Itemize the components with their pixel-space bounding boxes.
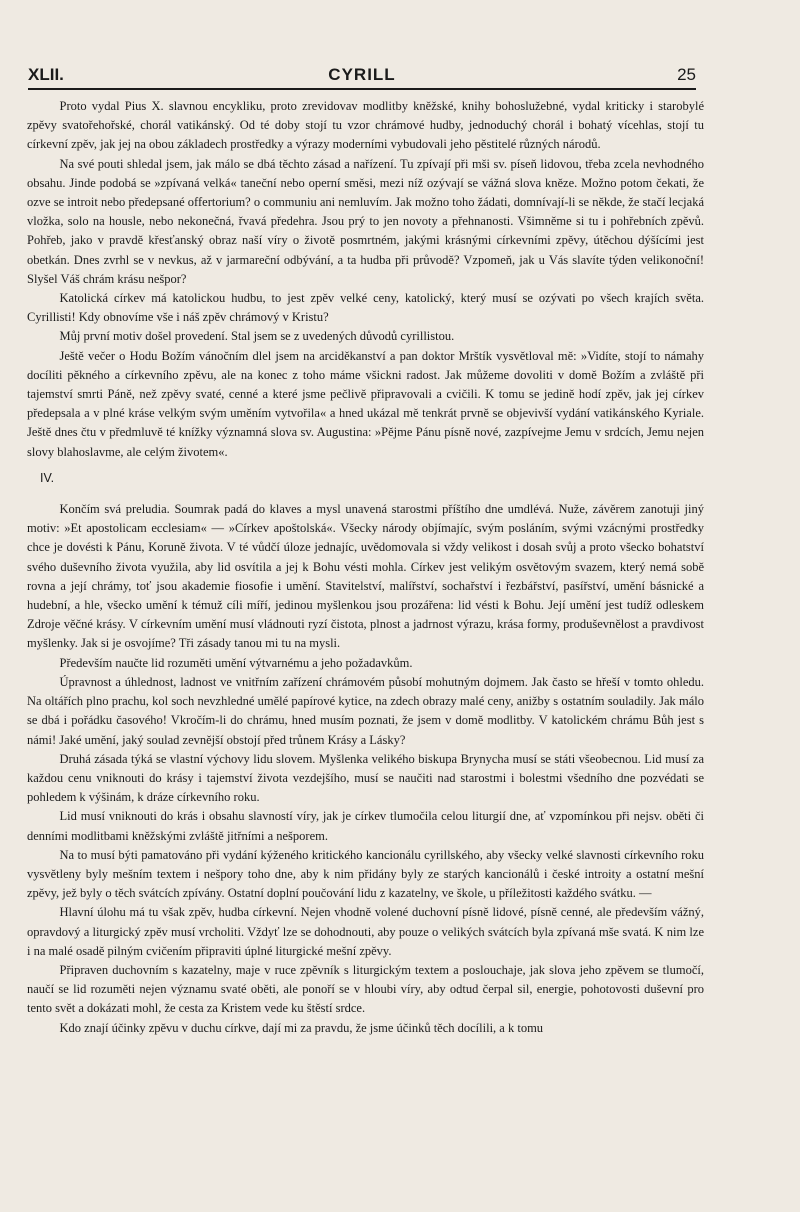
paragraph: Úpravnost a úhlednost, ladnost ve vnitřním zařízení chrámovém působí mohutným dojmem. Jak často se hřeší v tomto ohledu. Na oltářích plno prachu, kol soch nevzhledné umělé papírové kytice, na zdech obrazy malé ceny, anižby s ostatním souladily. Jak málo se dbá i pořádku časového! Vkročím-li do chrámu, hned musím poznati, že jsem v domě modlitby. V katolickém chrámu Bůh jest s námi! Jaké umění, jaký soulad zevnější obstojí před trůnem Krásy a Lásky? bbox=[27, 674, 704, 747]
paragraph: Připraven duchovním s kazatelny, maje v ruce zpěvník s liturgickým textem a poslouchaje, jak slova jeho zpěvem se tlumočí, naučí se lid rozuměti nejen významu svaté oběti, ale ponoří se v hloubi víry, aby odtud čerpal sil, energie, pohotovosti duševní pro tento svět a dokázati mohl, že cesta za Kristem vede ku štěstí srdce. bbox=[27, 962, 704, 1016]
paragraph: Kdo znají účinky zpěvu v duchu církve, dají mi za pravdu, že jsme účinků těch docílili, a k tomu bbox=[59, 1020, 544, 1035]
paragraph: Můj první motiv došel provedení. Stal jsem se z uvedených důvodů cyrillistou. bbox=[59, 329, 455, 344]
journal-title: CYRILL bbox=[328, 65, 396, 84]
page-number: 25 bbox=[677, 65, 696, 84]
article-body bbox=[27, 97, 704, 1038]
paragraph: Na to musí býti pamatováno při vydání kýženého kritického kancionálu cyrillského, aby všecky velké slavnosti církevního roku vysvětleny byly mešním textem i nešpory toho dne, aby k nim přidány byly ze starých kancionálů i české introity a ostatní mešní zpěvy, jež byly o těch svátcích zpívány. Ostatní doplní poučování lidu z kazatelny, ve škole, u příležitosti každého svátku. — bbox=[27, 847, 704, 901]
paragraph: Na své pouti shledal jsem, jak málo se dbá těchto zásad a nařízení. Tu zpívají při mši sv. píseň lidovou, třeba zcela nevhodného obsahu. Jinde podobá se »zpívaná velká« taneční nebo operní směsi, mezi níž ozývají se vážná slova kněze. Možno potom čekati, že ozve se introit nebo předepsané offertorium? o communiu ani nemluvím. Jak možno toho žádati, domnívají-li se někde, že stačí lecjaká vložka, solo na housle, nebo nekonečná, řvavá předehra. Jsou prý to jen novoty a přehnanosti. Všimněme si tu i pohřebních zpěvů. Pohřeb, jako v pravdě křesťanský obraz naší víry o životě posmrtném, jakými krásnými církevními zpěvy, útěchou dýšícími jest obetkán. Dnes zvrhl se v nevkus, až v jarmareční odbývání, a ta hudba při průvodě? Vzpomeň, jak u Vás slavíte týden velikonoční! Slyšel Váš chrám krásu nešpor? bbox=[27, 156, 704, 286]
section-heading: IV. bbox=[40, 470, 55, 485]
paragraph: Druhá zásada týká se vlastní výchovy lidu slovem. Myšlenka velikého biskupa Brynycha musí se státi všeobecnou. Lid musí za každou cenu vniknouti do krásy i tajemství života vezdejšího, musí se naučiti nad starostmi i bolestmi všedního dne pozvédati se pohledem k výšinám, k dráze církevního roku. bbox=[27, 751, 704, 805]
running-header bbox=[28, 62, 696, 90]
paragraph: Ještě večer o Hodu Božím vánočním dlel jsem na arciděkanství a pan doktor Mrštík vysvětloval mě: »Vidíte, stojí to námahy docíliti pěkného a církevního zpěvu, ale na konec z toho máme všickni radost. Jak můžeme dovoliti v domě Božím a zvláště při tajemství smrti Páně, než zpěvy svaté, cenné a které jsme pečlivě připravovali a cvičili. K tomu se jedině hodí zpěv, jak jej církev předepsala a v plné kráse velkým svým uměním vytvořila« a hned ukázal mě tenkrát prvně se objevivší vydání vatikánského Kyriale. Ještě dnes čtu v předmluvě té knížky významná slova sv. Augustina: »Pějme Pánu písně nové, zazpívejme Jemu v srdcích, Jemu nejen slovy blahoslavme, ale celým životem«. bbox=[27, 348, 704, 459]
paragraph: Proto vydal Pius X. slavnou encykliku, proto zrevidovav modlitby kněžské, knihy bohoslužebné, vydal kriticky i starobylé zpěvy svatořehořské, chorál vatikánský. Od té doby stojí tu vzor chrámové hudby, jednoduchý chorál i bohatý vícehlas, stojí tu církevní zpěv, jak jej na obou základech prostředky a výrazy moderními vybudovali jeho pěstitelé různých národů. bbox=[27, 99, 704, 152]
paragraph: Katolická církev má katolickou hudbu, to jest zpěv velké ceny, katolický, který musí se ozývati po všech krajích světa. Cyrillisti! Kdy obnovíme vše i náš zpěv chrámový v Kristu? bbox=[27, 291, 704, 325]
paragraph: Končím svá preludia. Soumrak padá do klaves a mysl unavená starostmi příštího dne umdlévá. Nuže, závěrem zanotuji jiný motiv: »Et apostolicam ecclesiam« — »Církev apoštolská«. Všecky národy objímajíc, svým posláním, svými vzácnými prostředky chce je dovésti k Pánu, Koruně života. V té vůdčí úloze jednajíc, uvědomovala si vždy velikost i dosah svůj a proto všecko bohatství svého duševního života využila, aby lid osvítila a jej k Bohu vésti mohla. Církev jest velikým osvětovým svazem, který nemá sobě rovna a její chrámy, toť jsou akademie fiosofie i umění. Stavitelství, malířství, sochařství i řezbářství, pasířství, umění básnické a hudební, a hle, všecko umění k témuž cíli míří, jedinou myšlenkou jsou prozářena: lid vésti k Bohu. Její umění jest tudíž odleskem Zdroje věčné krásy. V církevním umění musí vládnouti ryzí čistota, plnost a jadrnost výrazu, krása formy, produševnělost a pravdivost myšlenky. Jak si je osvojíme? Tři zásady tanou mi tu na mysli. bbox=[27, 502, 704, 651]
volume-number: XLII. bbox=[28, 65, 64, 84]
paragraph: Především naučte lid rozuměti umění výtvarnému a jeho požadavkům. bbox=[59, 655, 413, 670]
paragraph: Hlavní úlohu má tu však zpěv, hudba církevní. Nejen vhodně volené duchovní písně lidové, písně cenné, ale především vážný, opravdový a liturgický zpěv musí vrcholiti. Vždyť lze se dohodnouti, aby pouze o velikých svátcích byla zpívaná mše svatá. K nim lze i na malé osadě pilným cvičením připraviti úplné liturgické mešní zpěvy. bbox=[27, 905, 704, 958]
paragraph: Lid musí vniknouti do krás i obsahu slavností víry, jak je církev tlumočila celou liturgií dne, ať vzpomínkou při nejsv. oběti či denními modlitbami kněžskými zvláště jitřními a nešporem. bbox=[27, 809, 704, 843]
